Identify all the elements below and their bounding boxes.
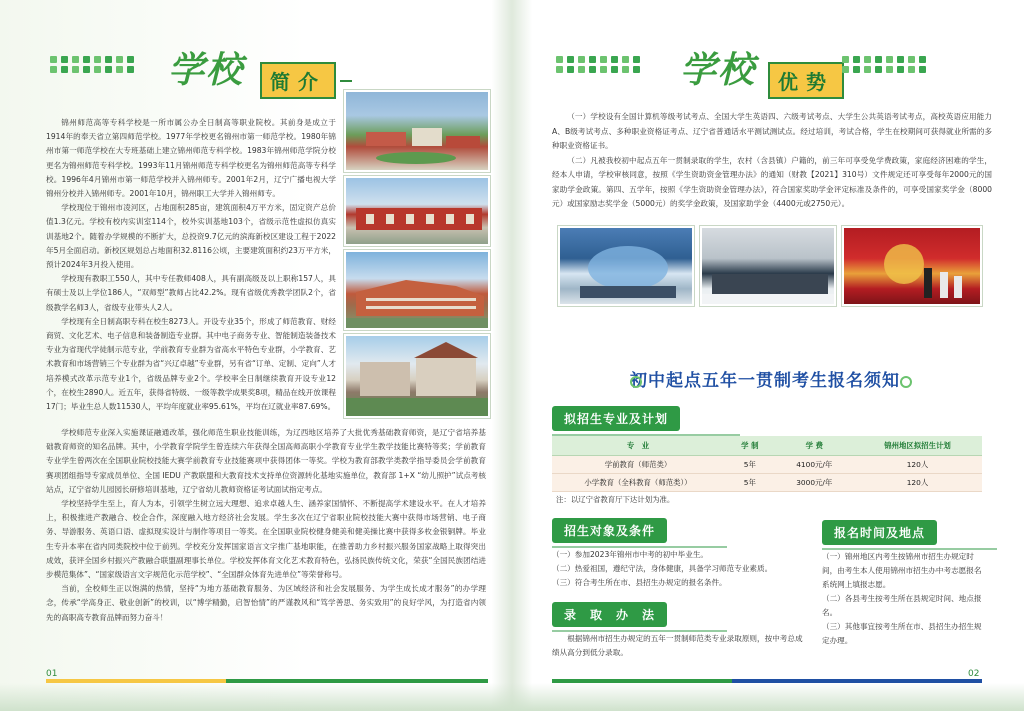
intro-paragraph: 学校现位于锦州市凌河区，占地面积285亩，建筑面积4万平方米，固定资产总价值1.3亿元。学校有校内实训室114个，校外实训基地103个，省级示范性虚拟仿真实训基地2个。随着办学规模的不断扩大，总投资9.7亿元的滨海新校区建设工程于2022年5月全面启动。新校区规划总占地面积32.8116公顷，主要建筑面积约23万平方米，预计2024年3月投入使用。 xyxy=(46,203,336,270)
section-tag-plan: 拟招生专业及计划 xyxy=(552,406,680,431)
column-header: 专 业 xyxy=(552,436,724,456)
intro-paragraph: 学校师范专业深入实施课证融通改革，强化师范生职业技能训练，为辽西地区培养了大批优秀基础教育师资，是辽宁省培养基础教育师资的知名品牌。其中，小学教育学院学生曾连续六年获得全国高师高职小学教育专业学生教学技能比赛特等奖；学前教育专业学生曾两次在全国职业院校技能大赛学前教育专业技能赛项中获得团体一等奖。学校为教育部教学类教学指导委员会学前教育赛项团组指导专家成员单位、全国 IEDU 产教联盟和大教育技术支持单位资源转化基地实施单位，教育部 1+X “幼儿照护”试点考核站点，辽宁省幼儿园园长研修培训基地，辽宁省幼儿教师资格证考试面试指定考点。 xyxy=(46,428,486,494)
time-place-item: （一）锦州地区内考生按锦州市招生办规定时间，由考生本人使用锦州市招生办中考志愿报名系统网上填报志愿。 xyxy=(822,552,982,589)
condition-item: （三）符合考生所在市、县招生办规定的报名条件。 xyxy=(552,578,727,587)
table-cell: 小学教育（全科教育（师范类）） xyxy=(552,474,724,492)
campus-courtyard-photo xyxy=(344,334,490,418)
header-dots-decoration xyxy=(50,56,135,73)
section-tag-time-place: 报名时间及地点 xyxy=(822,520,937,545)
campus-building-photo xyxy=(344,250,490,330)
header-box-title: 优势 xyxy=(768,62,844,99)
intro-paragraph: 学校坚持学生至上，育人为本，引领学生树立远大理想、追求卓越人生、涵养家国情怀、不断提高学术建设水平。在人才培养上，积极推进产教融合、校企合作，深度融入地方经济社会发展。学生多次在辽宁省职业院校技能大赛中获得市场营销、电子商务、导游服务、英语口语、虚拟现实设计与制作等项目一等奖。在全国职业院校健身健美和健美操比赛中获得多枚金银铜牌。毕业生专升本率在省内同类院校中位于前列。学校充分发挥国家语言文字推广基地职能，在推普助力乡村振兴服务国家战略上取得突出成效，获评全国乡村振兴产教融合联盟副理事长单位。学校发挥体育文化艺术教育特色，弘扬民族传统文化，荣获“全国民族团结进步模范集体”、“国家级语言文字规范化示范学校”、“全国群众体育先进单位”等荣誉称号。 xyxy=(46,499,486,580)
campus-aerial-illustration xyxy=(346,92,490,172)
time-place-item: （二）各县考生按考生所在县规定时间、地点报名。 xyxy=(822,594,982,617)
table-cell: 5年 xyxy=(724,474,776,492)
campus-gate-illustration xyxy=(346,178,490,246)
campus-courtyard-illustration xyxy=(346,336,490,418)
table-row xyxy=(552,474,982,492)
section-tag-admission: 录 取 办 法 xyxy=(552,602,667,627)
students-event-photo xyxy=(558,226,694,306)
intro-paragraph: 学校现有全日制高职专科在校生8273人。开设专业35个，形成了师范教育、财经商贸、文化艺术、电子信息和装备制造专业群。其中电子商务专业、智能制造装备技术专业为省现代学徒制示范专业，学前教育专业群为省高水平特色专业群，小学教育、艺术教育和市场营销三个专业群为省“兴辽卓越”专业群，另有省“订单、定制、定向”人才培养模式改革示范专业1个，省级品牌专业2个。学校率全日制继续教育开设专业12个，在校生2890人。近五年，获得省特级、一级等教学成果奖8项，精品在线开放课程17门；毕业生总人数11530人，平均年度就业率95.61%，平均在辽就业率87.69%。 xyxy=(46,316,336,412)
conditions-list xyxy=(552,548,808,590)
intro-text xyxy=(46,116,336,414)
table-cell: 120人 xyxy=(853,456,982,474)
header-box-title: 简介 xyxy=(260,62,336,99)
students-snow-illustration xyxy=(702,228,836,306)
enrollment-plan-table xyxy=(552,436,982,492)
section-tag-conditions: 招生对象及条件 xyxy=(552,518,667,543)
advantage-paragraph: （一）学校设有全国计算机等级考试考点、全国大学生英语四、六级考试考点、大学生公共英语考试考点，高校英语应用能力A、B级考试考点、多种职业资格证考点、辽宁省普通话水平测试测试点。经过培训，考试合格，学生在校期间可获得就业所需的多种职业资格证书。 xyxy=(552,112,992,150)
advantage-paragraph: （二）凡被我校初中起点五年一贯制录取的学生，农村（含县镇）户籍的，前三年可享受免学费政策，家庭经济困难的学生，经本人申请，学校审核同意，按照《学生资助资金管理办法》的通知（财教【2021】310号）文件规定还可享受每年2000元的国家助学金政策。第四、五学年，按照《学生资助资金管理办法》，符合国家奖助学金评定标准及条件的，可享受国家奖学金（8000元）或国家励志奖学金（5000元）的奖学金政策，及国家助学金（4400元或2750元）。 xyxy=(552,155,992,208)
students-event-illustration xyxy=(560,228,694,306)
intro-paragraph: 当前，全校师生正以饱满的热情，坚持“为地方基础教育服务、为区域经济和社会发展服务、为学生成长成才服务”的办学理念，传承“学高身正、敬业创新”的校训，以“博学精勤，启智怡情”的严谨教风和“笃学善思、务实致用”的良好学风，为打造省内领先的高职高专教育品牌而努力奋斗！ xyxy=(46,584,486,622)
students-snow-photo xyxy=(700,226,836,306)
campus-aerial-photo xyxy=(344,90,490,172)
intro-text-wide xyxy=(46,426,486,625)
table-cell: 学前教育（师范类） xyxy=(552,456,724,474)
table-cell: 5年 xyxy=(724,456,776,474)
students-stage-illustration xyxy=(844,228,982,306)
time-place-item: （三）其他事宜按考生所在市、县招生办招生规定办理。 xyxy=(822,622,982,645)
header-dots-decoration xyxy=(556,56,641,73)
intro-paragraph: 学校现有教职工550人，其中专任教师408人，具有副高级及以上职称157人，具有硕士及以上学位186人，“双师型”教师占比42.2%。现有省级优秀教学团队2个，省级教学名师3人，省级专业带头人2人。 xyxy=(46,274,336,312)
column-header: 锦州地区拟招生计划 xyxy=(853,436,982,456)
page-number: 02 xyxy=(968,669,980,679)
campus-gate-photo xyxy=(344,176,490,246)
advantages-text xyxy=(552,110,992,212)
intro-paragraph: 锦州师范高等专科学校是一所市属公办全日制高等职业院校。其前身是成立于1914年的奉天省立第四师范学校。1977年学校更名锦州市第一师范学校。1980年锦州市第一师范学校在大专班基础上建立锦州师范专科学校。1983年锦州师范学院分校更名为锦州师范专科学校。1993年11月锦州师范专科学校更名为锦州师范高等专科学校。1996年4月锦州市第一师范学校并入锦州师专。2001年2月，辽宁广播电视大学锦州分校并入锦州师专。2001年10月，锦州职工大学并入锦州师专。 xyxy=(46,118,336,199)
table-cell: 120人 xyxy=(853,474,982,492)
header-underline xyxy=(340,80,352,82)
admission-text: 根据锦州市招生办规定的五年一贯制师范类专业录取原则，按中考总成绩从高分到低分录取。 xyxy=(552,634,803,657)
table-header-row xyxy=(552,436,982,456)
condition-item: （一）参加2023年锦州市中考的初中毕业生。 xyxy=(552,550,709,559)
header-script-title: 学校 xyxy=(168,49,245,91)
condition-item: （二）热爱祖国，遵纪守法，身体健康，具备学习师范专业素质。 xyxy=(552,564,773,573)
column-header: 学 制 xyxy=(724,436,776,456)
right-page xyxy=(512,0,1024,711)
time-place-list xyxy=(822,550,982,648)
plan-note: 注：以辽宁省教育厅下达计划为准。 xyxy=(556,495,675,504)
bottom-fade xyxy=(0,683,1024,711)
table-row xyxy=(552,456,982,474)
notice-title: 初中起点五年一贯制考生报名须知 xyxy=(630,366,900,391)
students-stage-photo xyxy=(842,226,982,306)
page-number: 01 xyxy=(46,669,58,679)
header-script-title: 学校 xyxy=(680,49,757,91)
campus-building-illustration xyxy=(346,252,490,330)
header-dots-decoration-right xyxy=(842,56,927,73)
column-header: 学 费 xyxy=(776,436,853,456)
table-cell: 3000元/年 xyxy=(776,474,853,492)
table-cell: 4100元/年 xyxy=(776,456,853,474)
